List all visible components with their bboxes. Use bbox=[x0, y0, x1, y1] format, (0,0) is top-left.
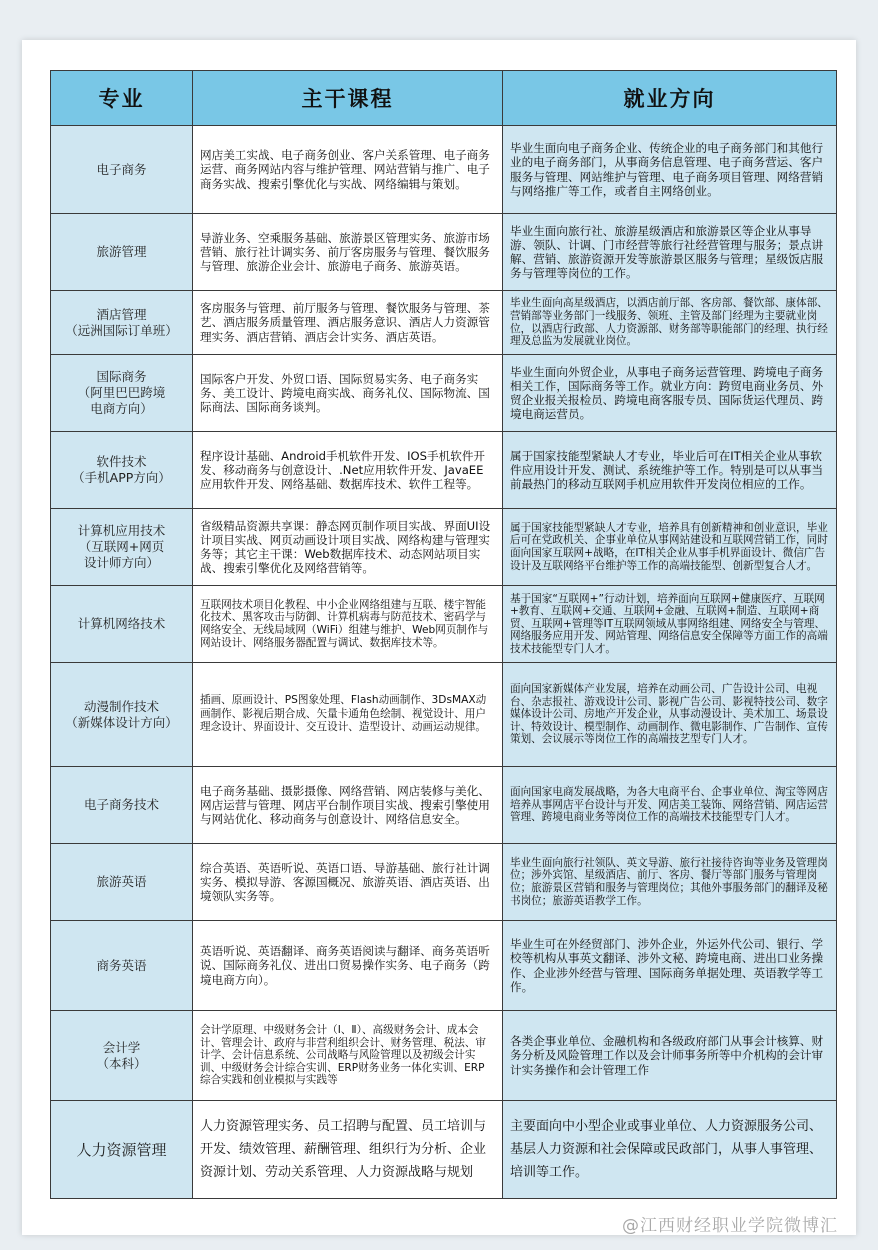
table-row bbox=[51, 126, 837, 214]
courses-cell: 插画、原画设计、PS图象处理、Flash动画制作、3DsMAX动画制作、影视后期合成、矢量卡通角色绘制、视觉设计、用户理念设计、界面设计、交互设计、造型设计、动画运动规律。 bbox=[193, 663, 503, 767]
major-cell: 国际商务 （阿里巴巴跨境 电商方向） bbox=[51, 355, 193, 432]
header-major: 专业 bbox=[51, 71, 193, 126]
career-cell: 毕业生面向电子商务企业、传统企业的电子商务部门和其他行业的电子商务部门，从事商务信息管理、电子商务营运、客户服务与管理、网站维护与管理、电子商务项目管理、网络营销与网络推广等工作，或者自主网络创业。 bbox=[503, 126, 837, 214]
table-row bbox=[51, 844, 837, 921]
table-row bbox=[51, 214, 837, 291]
courses-cell: 综合英语、英语听说、英语口语、导游基础、旅行社计调实务、模拟导游、客源国概况、旅游英语、酒店英语、出境领队实务等。 bbox=[193, 844, 503, 921]
courses-cell: 程序设计基础、Android手机软件开发、IOS手机软件开发、移动商务与创意设计、.Net应用软件开发、JavaEE应用软件开发、网络基础、数据库技术、软件工程等。 bbox=[193, 432, 503, 509]
courses-cell: 人力资源管理实务、员工招聘与配置、员工培训与开发、绩效管理、薪酬管理、组织行为分析、企业资源计划、劳动关系管理、人力资源战略与规划 bbox=[193, 1101, 503, 1199]
table-row bbox=[51, 432, 837, 509]
courses-cell: 网店美工实战、电子商务创业、客户关系管理、电子商务运营、商务网站内容与维护管理、网站营销与推广、电子商务实战、搜索引擎优化与实战、网络编辑与策划。 bbox=[193, 126, 503, 214]
career-cell: 毕业生面向高星级酒店，以酒店前厅部、客房部、餐饮部、康体部、营销部等业务部门一线服务、领班、主管及部门经理为主要就业岗位，以酒店行政部、人力资源部、财务部等职能部门的经理、执行经理及总监为发展就业岗位。 bbox=[503, 291, 837, 355]
career-cell: 毕业生面向旅行社领队、英文导游、旅行社接待咨询等业务及管理岗位；涉外宾馆、星级酒店、前厅、客房、餐厅等部门服务与管理岗位；旅游景区营销和服务与管理岗位；其他外事服务部门的翻译及秘书岗位；旅游英语教学工作。 bbox=[503, 844, 837, 921]
career-cell: 各类企事业单位、金融机构和各级政府部门从事会计核算、财务分析及风险管理工作以及会计师事务所等中介机构的会计审计实务操作和会计管理工作 bbox=[503, 1011, 837, 1101]
career-cell: 属于国家技能型紧缺人才专业，毕业后可在IT相关企业从事软件应用设计开发、测试、系统维护等工作。特别是可以从事当前最热门的移动互联网手机应用软件开发岗位相应的工作。 bbox=[503, 432, 837, 509]
major-table bbox=[50, 70, 837, 1199]
major-cell: 计算机网络技术 bbox=[51, 586, 193, 663]
courses-cell: 英语听说、英语翻译、商务英语阅读与翻译、商务英语听说、国际商务礼仪、进出口贸易操作实务、电子商务（跨境电商方向）。 bbox=[193, 921, 503, 1011]
courses-cell: 省级精品资源共享课：静态网页制作项目实战、界面UI设计项目实战、网页动画设计项目实战、网络构建与管理实务等；其它主干课：Web数据库技术、动态网站项目实战、搜索引擎优化及网络营销等。 bbox=[193, 509, 503, 586]
courses-cell: 会计学原理、中级财务会计（Ⅰ、Ⅱ）、高级财务会计、成本会计、管理会计、政府与非营利组织会计、财务管理、税法、审计学、会计信息系统、公司战略与风险管理以及初级会计实训、中级财务会计综合实训、ERP财务业务一体化实训、ERP综合实践和创业模拟与实践等 bbox=[193, 1011, 503, 1101]
career-cell: 基于国家“互联网+”行动计划，培养面向互联网+健康医疗、互联网+教育、互联网+交通、互联网+金融、互联网+制造、互联网+商贸、互联网+管理等IT互联网领域从事网络组建、网络安全与管理、网络服务应用开发、网站管理、网络信息安全保障等方面工作的高端技术技能型专门人才。 bbox=[503, 586, 837, 663]
career-cell: 毕业生面向旅行社、旅游星级酒店和旅游景区等企业从事导游、领队、计调、门市经营等旅行社经营管理与服务；景点讲解、营销、旅游资源开发等旅游景区服务与管理；星级饭店服务与管理等岗位的工作。 bbox=[503, 214, 837, 291]
career-cell: 毕业生面向外贸企业，从事电子商务运营管理、跨境电子商务相关工作，国际商务等工作。就业方向：跨贸电商业务员、外贸企业报关报检员、跨境电商客服专员、国际货运代理员、跨境电商运营员。 bbox=[503, 355, 837, 432]
career-cell: 毕业生可在外经贸部门、涉外企业，外运外代公司、银行、学校等机构从事英文翻译、涉外文秘、跨境电商、进出口业务操作、企业涉外经营与管理、国际商务单据处理、英语教学等工作。 bbox=[503, 921, 837, 1011]
table-row bbox=[51, 586, 837, 663]
major-cell: 旅游管理 bbox=[51, 214, 193, 291]
table-row bbox=[51, 921, 837, 1011]
table-row bbox=[51, 767, 837, 844]
major-cell: 动漫制作技术 （新媒体设计方向） bbox=[51, 663, 193, 767]
major-cell: 会计学 （本科） bbox=[51, 1011, 193, 1101]
career-cell: 面向国家电商发展战略，为各大电商平台、企事业单位、淘宝等网店培养从事网店平台设计与开发、网店美工装饰、网络营销、网店运营管理、跨境电商业务等岗位工作的高端技术技能型专门人才。 bbox=[503, 767, 837, 844]
career-cell: 面向国家新媒体产业发展，培养在动画公司、广告设计公司、电视台、杂志报社、游戏设计公司、影视广告公司、影视特技公司、数字媒体设计公司、房地产开发企业，从事动漫设计、美术加工、场景设计、特效设计、模型制作、动画制作、微电影制作、广告制作、宣传策划、会议展示等岗位工作的高端技艺型专门人才。 bbox=[503, 663, 837, 767]
major-cell: 计算机应用技术 （互联网+网页 设计师方向） bbox=[51, 509, 193, 586]
courses-cell: 导游业务、空乘服务基础、旅游景区管理实务、旅游市场营销、旅行社计调实务、前厅客房服务与管理、餐饮服务与管理、旅游企业会计、旅游电子商务、旅游英语。 bbox=[193, 214, 503, 291]
courses-cell: 互联网技术项目化教程、中小企业网络组建与互联、楼宇智能化技术、黑客攻击与防御、计算机病毒与防范技术、密码学与网络安全、无线局域网（WiFi）组建与维护、Web网页制作与网站设计、网络服务器配置与调试、数据库技术等。 bbox=[193, 586, 503, 663]
document-page bbox=[22, 40, 856, 1235]
major-cell: 软件技术 （手机APP方向） bbox=[51, 432, 193, 509]
courses-cell: 国际客户开发、外贸口语、国际贸易实务、电子商务实务、美工设计、跨境电商实战、商务礼仪、国际物流、国际商法、国际商务谈判。 bbox=[193, 355, 503, 432]
table-row bbox=[51, 291, 837, 355]
table-row bbox=[51, 1011, 837, 1101]
table-row bbox=[51, 1101, 837, 1199]
table-row bbox=[51, 663, 837, 767]
major-cell: 电子商务技术 bbox=[51, 767, 193, 844]
table-header-row bbox=[51, 71, 837, 126]
courses-cell: 电子商务基础、摄影摄像、网络营销、网店装修与美化、网店运营与管理、网店平台制作项目实战、搜索引擎使用与网站优化、移动商务与创意设计、网络信息安全。 bbox=[193, 767, 503, 844]
header-courses: 主干课程 bbox=[193, 71, 503, 126]
major-cell: 酒店管理 （远洲国际订单班） bbox=[51, 291, 193, 355]
courses-cell: 客房服务与管理、前厅服务与管理、餐饮服务与管理、茶艺、酒店服务质量管理、酒店服务意识、酒店人力资源管理实务、酒店营销、酒店会计实务、酒店英语。 bbox=[193, 291, 503, 355]
major-cell: 商务英语 bbox=[51, 921, 193, 1011]
table-row bbox=[51, 355, 837, 432]
career-cell: 主要面向中小型企业或事业单位、人力资源服务公司、基层人力资源和社会保障或民政部门，从事人事管理、培训等工作。 bbox=[503, 1101, 837, 1199]
table-row bbox=[51, 509, 837, 586]
major-cell: 电子商务 bbox=[51, 126, 193, 214]
major-cell: 旅游英语 bbox=[51, 844, 193, 921]
major-cell: 人力资源管理 bbox=[51, 1101, 193, 1199]
career-cell: 属于国家技能型紧缺人才专业，培养具有创新精神和创业意识，毕业后可在党政机关、企事业单位从事网站建设和互联网营销工作，同时面向国家互联网+战略，在IT相关企业从事手机界面设计、微信广告设计及互联网络平台维护等工作的高端技能型、创新型复合人才。 bbox=[503, 509, 837, 586]
header-career: 就业方向 bbox=[503, 71, 837, 126]
weibo-watermark: @江西财经职业学院微博汇 bbox=[622, 1216, 838, 1236]
